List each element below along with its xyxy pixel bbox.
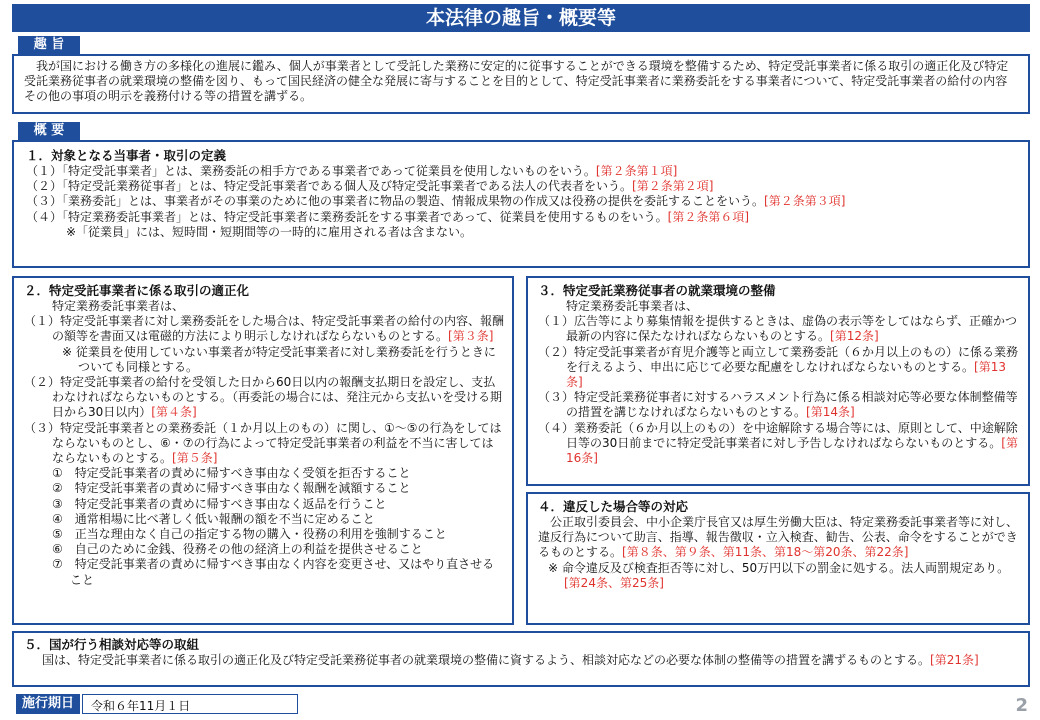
transaction-item: （２）特定受託事業者の給付を受領した日から60日以内の報酬支払期日を設定し、支払わなければならないものとする。（再委託の場合には、発注元から支払いを受ける期日から30日以内）[第４条] <box>24 375 503 420</box>
purpose-box <box>12 54 1030 114</box>
transaction-item: （３）特定受託事業者との業務委託（１か月以上のもの）に関し、①～⑤の行為をしてはならないものとし、⑥・⑦の行為によって特定受託事業者の利益を不当に害してはならないものとする。[第５条] <box>24 420 502 466</box>
definition-note: ※「従業員」には、短時間・短期間等の一時的に雇用される者は含まない。 <box>66 224 473 239</box>
environment-item: （３）特定受託業務従事者に対するハラスメント行為に係る相談対応等必要な体制整備等の措置を講じなければならないものとする。[第14条] <box>538 390 1018 420</box>
definition-item: （２）「特定受託業務従事者」とは、特定受託事業者である個人及び特定受託事業者である法人の代表者をいう。[第２条第２項] <box>26 179 714 194</box>
section-violations <box>526 492 1030 625</box>
prohibited-act: ③ 特定受託事業者の責めに帰すべき事由なく返品を行うこと <box>52 496 387 511</box>
section-3-title: ３．特定受託業務従事者の就業環境の整備 <box>538 283 776 298</box>
transaction-note: ※ 従業員を使用していない事業者が特定受託事業者に対し業務委託を行うときについても同様とする。 <box>62 344 496 374</box>
prohibited-act: ① 特定受託事業者の責めに帰すべき事由なく受領を拒否すること <box>52 466 411 481</box>
section-4-title: ４．違反した場合等の対応 <box>538 499 689 514</box>
section-1-title: １．対象となる当事者・取引の定義 <box>26 148 227 163</box>
section-5-title: ５．国が行う相談対応等の取組 <box>24 637 200 652</box>
section-3-subject: 特定業務委託事業者は、 <box>566 299 699 313</box>
section-2-title: ２．特定受託事業者に係る取引の適正化 <box>24 283 250 298</box>
purpose-text: 我が国における働き方の多様化の進展に鑑み、個人が事業者として受託した業務に安定的に従事することができる環境を整備するため、特定受託事業者に係る取引の適正化及び特定受託業務従事者の就業環境の整備を図り、もって国民経済の健全な発展に寄与することを目的として、特定受託事業者に業務委託をする事業者について、特定受託事業者の給付の内容その他の事項の明示を義務付ける等の措置を講ずる。 <box>24 59 1009 104</box>
environment-item: （２）特定受託事業者が育児介護等と両立して業務委託（６か月以上のもの）に係る業務を行えるよう、申出に応じて必要な配慮をしなければならないものとする。[第13条] <box>538 344 1019 390</box>
environment-item: （１）広告等により募集情報を提供するときは、虚偽の表示等をしてはならず、正確かつ最新の内容に保たなければならないものとする。[第12条] <box>538 314 1018 344</box>
prohibited-act: ④ 通常相場に比べ著しく低い報酬の額を不当に定めること <box>52 511 375 526</box>
prohibited-act: ⑦ 特定受託事業者の責めに帰すべき事由なく内容を変更させ、又はやり直させること <box>52 557 495 587</box>
section-2-subject: 特定業務委託事業者は、 <box>52 299 185 313</box>
effective-date-tag: 施行期日 <box>16 694 80 714</box>
transaction-item: （１）特定受託事業者に対し業務委託をした場合は、特定受託事業者の給付の内容、報酬の額等を書面又は電磁的方法により明示しなければならないものとする。[第３条] <box>24 314 505 344</box>
section-national-support <box>12 631 1030 687</box>
definition-item: （３）「業務委託」とは、事業者がその事業のために他の事業者に物品の製造、情報成果物の作成又は役務の提供を委託することをいう。[第２条第３項] <box>26 194 846 209</box>
page-title: 本法律の趣旨・概要等 <box>12 4 1030 32</box>
effective-date-value: 令和６年11月１日 <box>91 699 191 713</box>
section-transaction <box>12 276 514 625</box>
prohibited-act: ⑥ 自己のために金銭、役務その他の経済上の利益を提供させること <box>52 542 423 557</box>
definition-item: （１）「特定受託事業者」とは、業務委託の相手方である事業者であって従業員を使用しないものをいう。[第２条第１項] <box>26 164 678 178</box>
definition-item: （４）「特定業務委託事業者」とは、特定受託事業者に業務委託をする事業者であって、従業員を使用するものをいう。[第２条第６項] <box>26 209 750 224</box>
national-support-text: 国は、特定受託事業者に係る取引の適正化及び特定受託業務従事者の就業環境の整備に資するよう、相談対応などの必要な体制の整備等の措置を講ずるものとする。[第21条] <box>42 653 979 667</box>
page-number: 2 <box>1015 695 1028 716</box>
prohibited-act: ② 特定受託事業者の責めに帰すべき事由なく報酬を減額すること <box>52 481 411 496</box>
effective-date-box <box>82 694 298 714</box>
violations-note: ※ 命令違反及び検査拒否等に対し、50万円以下の罰金に処する。法人両罰規定あり。[第24条、第25条] <box>548 560 1010 590</box>
section-definitions <box>12 140 1030 268</box>
section-work-environment <box>526 276 1030 486</box>
environment-item: （４）業務委託（６か月以上のもの）を中途解除する場合等には、原則として、中途解除日等の30日前までに特定受託事業者に対し予告しなければならないものとする。[第16条] <box>538 420 1018 466</box>
violations-text: 公正取引委員会、中小企業庁長官又は厚生労働大臣は、特定業務委託事業者等に対し、違反行為について助言、指導、報告徴収・立入検査、勧告、公表、命令をすることができるものとする。[第８条、第９条、第11条、第18～第20条、第22条] <box>538 515 1019 560</box>
purpose-tag: 趣 旨 <box>18 36 80 54</box>
prohibited-act: ⑤ 正当な理由なく自己の指定する物の購入・役務の利用を強制すること <box>52 527 447 542</box>
overview-tag: 概 要 <box>18 122 80 140</box>
